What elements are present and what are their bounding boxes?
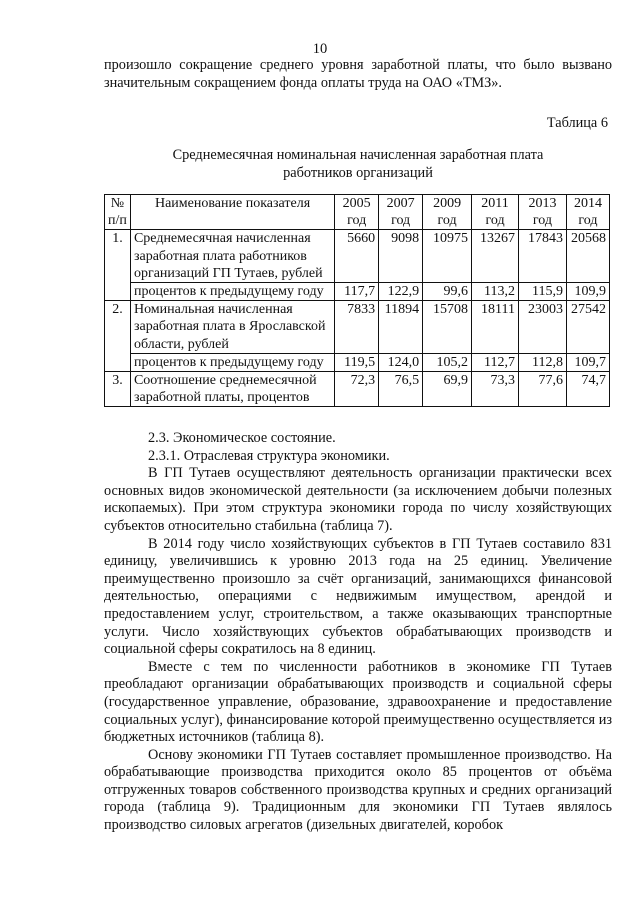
table-title [104,146,612,182]
row-value: 27542 [566,301,609,354]
table-caption: Таблица 6 [546,115,608,131]
paragraph: Основу экономики ГП Тутаев составляет промышленное производство. На обрабатывающие производства приходится около 85 процентов от объёма отгруженных товаров собственного производства крупных и средних организаций города (таблица 9). Традиционным для экономики ГП Тутаев являлось производство силовых агрегатов (дизельных двигателей, коробок [104,746,612,834]
table-row [105,372,610,407]
paragraph: В ГП Тутаев осуществляют деятельность организации практически всех основных видов экономической деятельности (за исключением добычи полезных ископаемых). При этом структура экономики города по числу хозяйствующих субъектов относительно стабильна (таблица 7). [104,465,612,534]
row-value: 23003 [519,301,567,354]
row-value: 9098 [379,230,423,283]
row-value: 18111 [472,301,519,354]
header-year: 2014 год [566,195,609,230]
row-value: 72,3 [335,372,379,407]
row-name: Соотношение среднемесячной заработной платы, процентов [130,372,334,407]
row-value: 17843 [519,230,567,283]
header-year: 2009 год [423,195,472,230]
row-value: 13267 [472,230,519,283]
row-value: 10975 [423,230,472,283]
row-value: 109,9 [566,283,609,301]
row-name: Номинальная начисленная заработная плата в Ярославской области, рублей [130,301,334,354]
section-heading: 2.3. Экономическое состояние. [148,430,336,446]
salary-table [104,194,610,407]
row-value: 115,9 [519,283,567,301]
header-year: 2005 год [335,195,379,230]
table-row [105,283,610,301]
header-num: № п/п [105,195,131,230]
row-value: 73,3 [472,372,519,407]
row-value: 109,7 [566,353,609,371]
row-value: 15708 [423,301,472,354]
header-name: Наименование показателя [130,195,334,230]
row-index [105,353,131,371]
row-value: 20568 [566,230,609,283]
row-value: 69,9 [423,372,472,407]
header-year: 2013 год [519,195,567,230]
row-name: процентов к предыдущему году [130,283,334,301]
row-value: 105,2 [423,353,472,371]
row-value: 112,7 [472,353,519,371]
page-number: 10 [312,41,328,57]
row-value: 5660 [335,230,379,283]
row-value: 119,5 [335,353,379,371]
table-row [105,230,610,283]
row-value: 113,2 [472,283,519,301]
row-value: 112,8 [519,353,567,371]
body-text [104,430,612,835]
row-value: 77,6 [519,372,567,407]
intro-paragraph: произошло сокращение среднего уровня заработной платы, что было вызвано значительным сокращением фонда оплаты труда на ОАО «ТМЗ». [104,57,612,91]
row-index: 3. [105,372,131,407]
table-header-row [105,195,610,230]
row-value: 122,9 [379,283,423,301]
table-title-line-2: работников организаций [283,165,433,181]
row-index: 2. [105,301,131,354]
row-value: 124,0 [379,353,423,371]
row-name: Среднемесячная начисленная заработная плата работников организаций ГП Тутаев, рублей [130,230,334,283]
paragraph: В 2014 году число хозяйствующих субъектов в ГП Тутаев составило 831 единицу, увеличившись к уровню 2013 года на 25 единиц. Увеличение преимущественно произошло за счёт организаций, занимающихся финансовой деятельностью, операциями с недвижимым имуществом, арендой и предоставлением услуг, строительством, а также оказывающих транспортные услуги. Число хозяйствующих субъектов обрабатывающих производств и социальной сферы сократилось на 8 единиц. [104,535,612,658]
paragraph: Вместе с тем по численности работников в экономике ГП Тутаев преобладают организации обрабатывающих производств и социальной сферы (государственное управление, образование, здравоохранение и предоставление социальных услуг), финансирование которой преимущественно осуществляется из бюджетных источников (таблица 8). [104,658,612,746]
table-title-line-1: Среднемесячная номинальная начисленная заработная плата [172,147,544,163]
table-row [105,301,610,354]
row-value: 7833 [335,301,379,354]
table-row [105,353,610,371]
header-year: 2007 год [379,195,423,230]
row-value: 11894 [379,301,423,354]
header-year: 2011 год [472,195,519,230]
row-value: 117,7 [335,283,379,301]
row-index [105,283,131,301]
row-value: 76,5 [379,372,423,407]
row-index: 1. [105,230,131,283]
subsection-heading: 2.3.1. Отраслевая структура экономики. [148,447,390,464]
row-value: 99,6 [423,283,472,301]
row-name: процентов к предыдущему году [130,353,334,371]
row-value: 74,7 [566,372,609,407]
